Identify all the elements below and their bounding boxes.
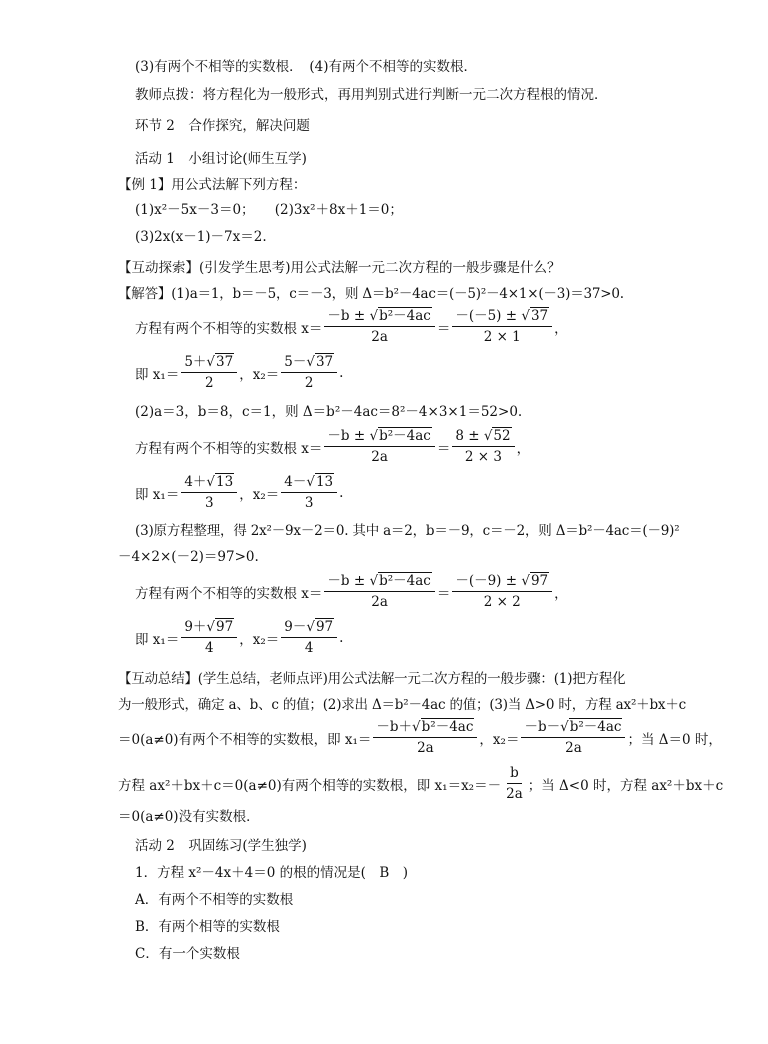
- fraction: $\frac{\text{－b ± √b²－4ac}}{2a}$: [324, 308, 434, 345]
- fraction: $\frac{\text{－b－√b²－4ac}}{2a}$: [521, 719, 625, 756]
- answer-line: (2)a＝3，b＝8，c＝1，则 Δ＝b²－4ac＝8²－4×3×1＝52>0.: [135, 404, 523, 420]
- fraction: $\frac{\text{－b ± √b²－4ac}}{2a}$: [324, 428, 434, 465]
- summary-line: ＝0(a≠0)没有实数根．: [118, 809, 260, 825]
- summary-formula-line: 方程 ax²＋bx＋c＝0(a≠0)有两个相等的实数根，即 x₁＝x₂＝－ $\frac{b}{2a}$ ；当 Δ<0 时，方程 ax²＋bx＋c: [118, 765, 724, 802]
- equation-line: (3)2x(x－1)－7x＝2.: [135, 229, 267, 245]
- sqrt-icon: √: [369, 308, 379, 324]
- fraction: $\frac{b}{2a}$: [506, 765, 523, 802]
- sqrt-icon: √: [306, 619, 315, 635]
- fraction: $\frac{5+√37}{2}$: [181, 354, 237, 391]
- answer-line: －4×2×(－2)＝97>0.: [118, 549, 259, 565]
- formula-line: 方程有两个不相等的实数根 x＝ $\frac{\text{－b ± √b²－4ac}}{2a}$ ＝ $\frac{-(-9) \pm √97}{2 \times 2}$ ，: [135, 573, 568, 610]
- question-stem: 1．方程 x²－4x＋4＝0 的根的情况是( B ): [135, 865, 409, 881]
- sqrt-icon: √: [206, 474, 216, 490]
- fraction: $\frac{-(-5) \pm √37}{2 \times 1}$: [452, 308, 552, 345]
- option-b: B．有两个相等的实数根: [135, 919, 280, 935]
- fraction: $\frac{5-√37}{2}$: [281, 354, 337, 391]
- answer-line: (3)原方程整理，得 2x²－9x－2＝0. 其中 a＝2，b＝－9，c＝－2，则 Δ＝b²－4ac＝(－9)²: [135, 523, 680, 539]
- sqrt-icon: √: [521, 308, 530, 324]
- sqrt-icon: √: [306, 354, 315, 370]
- option-a: A．有两个不相等的实数根: [135, 892, 294, 908]
- answer-line: 【解答】(1)a＝1，b＝－5，c＝－3，则 Δ＝b²－4ac＝(－5)²－4×1×(－3)＝37>0.: [118, 286, 624, 302]
- option-c: C．有一个实数根: [135, 946, 240, 962]
- sqrt-icon: √: [306, 474, 315, 490]
- formula-label: 方程有两个不相等的实数根 x＝: [135, 320, 323, 337]
- sqrt-icon: √: [206, 354, 216, 370]
- example-heading: 【例 1】用公式法解下列方程：: [118, 177, 307, 193]
- sqrt-icon: √: [412, 719, 421, 735]
- text-line: (3)有两个不相等的实数根． (4)有两个不相等的实数根．: [135, 59, 477, 75]
- fraction: $\frac{9-√97}{4}$: [281, 619, 337, 656]
- sqrt-icon: √: [483, 428, 493, 444]
- equation-line: (1)x²－5x－3＝0； (2)3x²＋8x＋1＝0；: [135, 202, 403, 218]
- roots-line: 即 x₁＝ $\frac{9+√97}{4}$ ，x₂＝ $\frac{9-√97}{4}$ .: [135, 619, 344, 656]
- fraction: $\frac{9+√97}{4}$: [181, 619, 237, 656]
- sqrt-icon: √: [369, 573, 379, 589]
- fraction: $\frac{\text{－b＋√b²－4ac}}{2a}$: [373, 719, 477, 756]
- sqrt-icon: √: [560, 719, 569, 735]
- summary-formula-line: ＝0(a≠0)有两个不相等的实数根，即 x₁＝ $\frac{\text{－b＋√b²－4ac}}{2a}$ ，x₂＝ $\frac{\text{－b－√b²－4ac}}{2a}$ ；当 Δ＝0 时，: [118, 719, 722, 756]
- fraction: $\frac{4-√13}{3}$: [281, 474, 337, 511]
- sqrt-icon: √: [521, 573, 530, 589]
- activity-heading: 活动 1 小组讨论(师生互学): [135, 151, 307, 167]
- fraction: $\frac{4+√13}{3}$: [181, 474, 237, 511]
- roots-line: 即 x₁＝ $\frac{5+√37}{2}$ ，x₂＝ $\frac{5-√37}{2}$ .: [135, 354, 344, 391]
- roots-line: 即 x₁＝ $\frac{4+√13}{3}$ ，x₂＝ $\frac{4-√13}{3}$ .: [135, 474, 344, 511]
- section-heading: 环节 2 合作探究，解决问题: [135, 118, 310, 134]
- teacher-tip: 教师点拨：将方程化为一般形式，再用判别式进行判断一元二次方程根的情况．: [135, 87, 608, 103]
- sqrt-icon: √: [206, 619, 216, 635]
- interactive-explore: 【互动探索】(引发学生思考)用公式法解一元二次方程的一般步骤是什么？: [118, 260, 561, 276]
- formula-line: 方程有两个不相等的实数根 x＝ $\frac{\text{－b ± √b²－4ac}}{2a}$ ＝ $\frac{-(-5) \pm √37}{2 \times 1}$ ，: [135, 308, 568, 345]
- formula-line: 方程有两个不相等的实数根 x＝ $\frac{\text{－b ± √b²－4ac}}{2a}$ ＝ $\frac{8 \pm √52}{2 \times 3}$ ，: [135, 428, 531, 465]
- fraction: $\frac{\text{－b ± √b²－4ac}}{2a}$: [324, 573, 434, 610]
- fraction: $\frac{8 \pm √52}{2 \times 3}$: [452, 428, 514, 465]
- activity-heading: 活动 2 巩固练习(学生独学): [135, 838, 307, 854]
- summary-line: 【互动总结】(学生总结，老师点评)用公式法解一元二次方程的一般步骤：(1)把方程化: [118, 671, 626, 687]
- fraction: $\frac{-(-9) \pm √97}{2 \times 2}$: [452, 573, 552, 610]
- summary-line: 为一般形式，确定 a、b、c 的值；(2)求出 Δ＝b²－4ac 的值；(3)当 Δ>0 时，方程 ax²＋bx＋c: [118, 697, 686, 713]
- sqrt-icon: √: [369, 428, 379, 444]
